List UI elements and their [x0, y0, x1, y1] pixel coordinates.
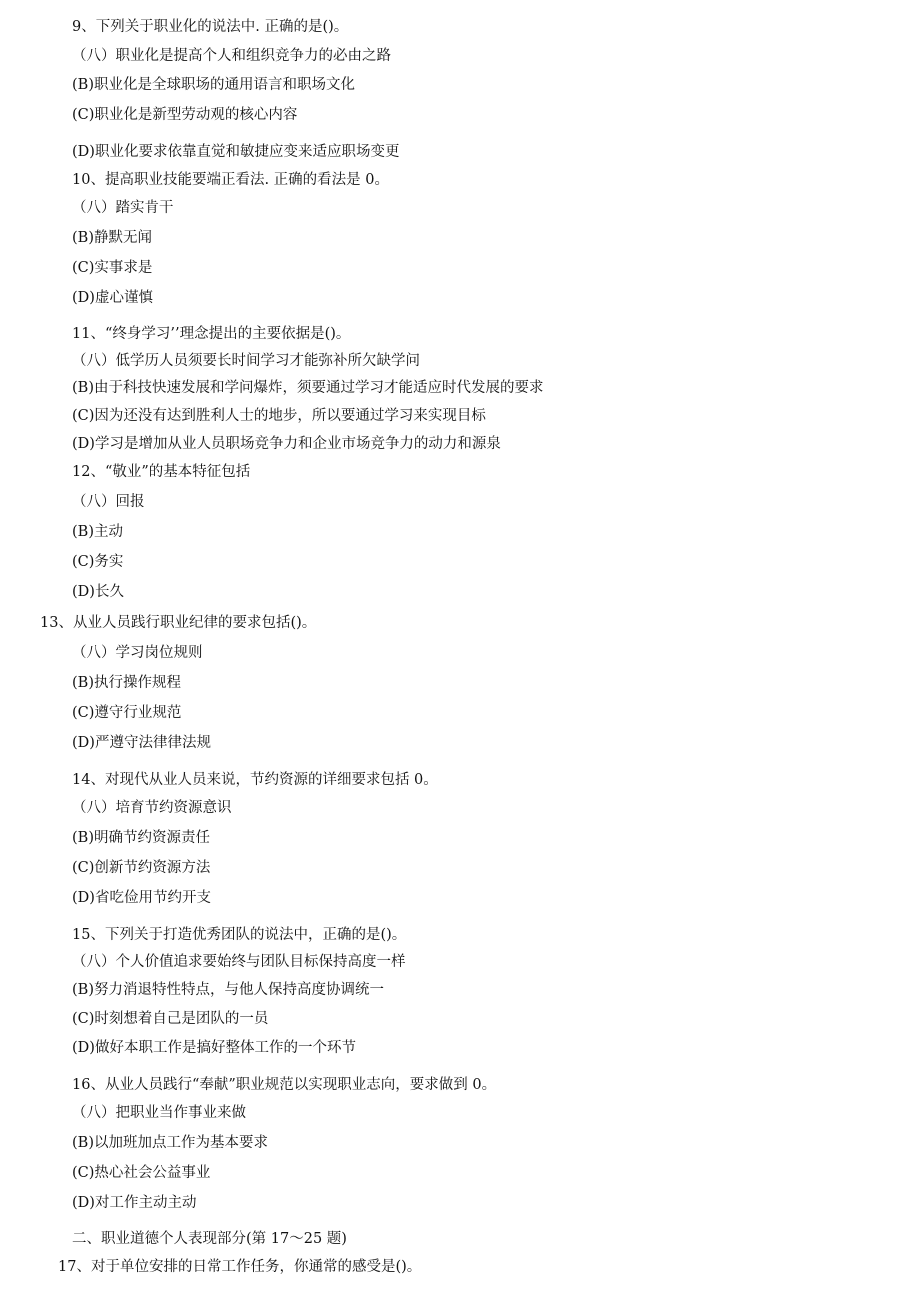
q13-option-a: （八）学习岗位规则: [72, 645, 203, 661]
q14-stem: 14、对现代从业人员来说，节约资源的详细要求包括 0。: [72, 772, 438, 788]
q13-option-b: (B)执行操作规程: [72, 675, 181, 691]
q14-option-b: (B)明确节约资源责任: [72, 830, 210, 846]
q12-option-a: （八）回报: [72, 494, 145, 510]
q9-option-d: (D)职业化要求依靠直觉和敏捷应变来适应职场变更: [72, 144, 400, 160]
q9-option-c: (C)职业化是新型劳动观的核心内容: [72, 107, 298, 123]
q9-stem: 9、下列关于职业化的说法中. 正确的是()。: [72, 19, 349, 35]
q15-stem: 15、下列关于打造优秀团队的说法中，正确的是()。: [72, 927, 407, 943]
q15-option-a: （八）个人价值追求要始终与团队目标保持高度一样: [72, 954, 406, 970]
q13-option-c: (C)遵守行业规范: [72, 705, 182, 721]
q14-option-d: (D)省吃俭用节约开支: [72, 890, 211, 906]
q10-option-d: (D)虚心谨慎: [72, 290, 153, 306]
q15-option-c: (C)时刻想着自己是团队的一员: [72, 1011, 269, 1027]
q12-option-d: (D)长久: [72, 584, 124, 600]
q11-option-c: (C)因为还没有达到胜利人士的地步，所以要通过学习来实现目标: [72, 408, 486, 424]
q11-option-a: （八）低学历人员须要长时间学习才能弥补所欠缺学问: [72, 353, 420, 369]
q11-option-b: (B)由于科技快速发展和学问爆炸，须要通过学习才能适应时代发展的要求: [72, 380, 544, 396]
q16-option-c: (C)热心社会公益事业: [72, 1165, 211, 1181]
q9-option-b: (B)职业化是全球职场的通用语言和职场文化: [72, 77, 355, 93]
q9-option-a: （八）职业化是提高个人和组织竞争力的必由之路: [72, 48, 391, 64]
q14-option-c: (C)创新节约资源方法: [72, 860, 211, 876]
q16-option-b: (B)以加班加点工作为基本要求: [72, 1135, 268, 1151]
q10-option-a: （八）踏实肯干: [72, 200, 174, 216]
q14-option-a: （八）培育节约资源意识: [72, 800, 232, 816]
q10-option-b: (B)静默无闻: [72, 230, 152, 246]
q15-option-d: (D)做好本职工作是搞好整体工作的一个环节: [72, 1040, 356, 1056]
q16-option-a: （八）把职业当作事业来做: [72, 1105, 246, 1121]
q12-stem: 12、“敬业”的基本特征包括: [72, 464, 251, 480]
q16-stem: 16、从业人员践行“奉献”职业规范以实现职业志向，要求做到 0。: [72, 1077, 497, 1093]
q16-option-d: (D)对工作主动主动: [72, 1195, 197, 1211]
q11-option-d: (D)学习是增加从业人员职场竞争力和企业市场竞争力的动力和源泉: [72, 436, 501, 452]
section-heading: 二、职业道德个人表现部分(第 17～25 题): [72, 1231, 347, 1247]
q13-option-d: (D)严遵守法律律法规: [72, 735, 211, 751]
q10-stem: 10、提高职业技能要端正看法. 正确的看法是 0。: [72, 172, 390, 188]
q11-stem: 11、“终身学习’’理念提出的主要依据是()。: [72, 326, 351, 342]
q12-option-b: (B)主动: [72, 524, 123, 540]
q10-option-c: (C)实事求是: [72, 260, 153, 276]
q15-option-b: (B)努力消退特性特点，与他人保持高度协调统一: [72, 982, 384, 998]
q12-option-c: (C)务实: [72, 554, 124, 570]
q13-stem: 13、从业人员践行职业纪律的要求包括()。: [40, 615, 317, 631]
q17-stem: 17、对于单位安排的日常工作任务，你通常的感受是()。: [58, 1259, 422, 1275]
